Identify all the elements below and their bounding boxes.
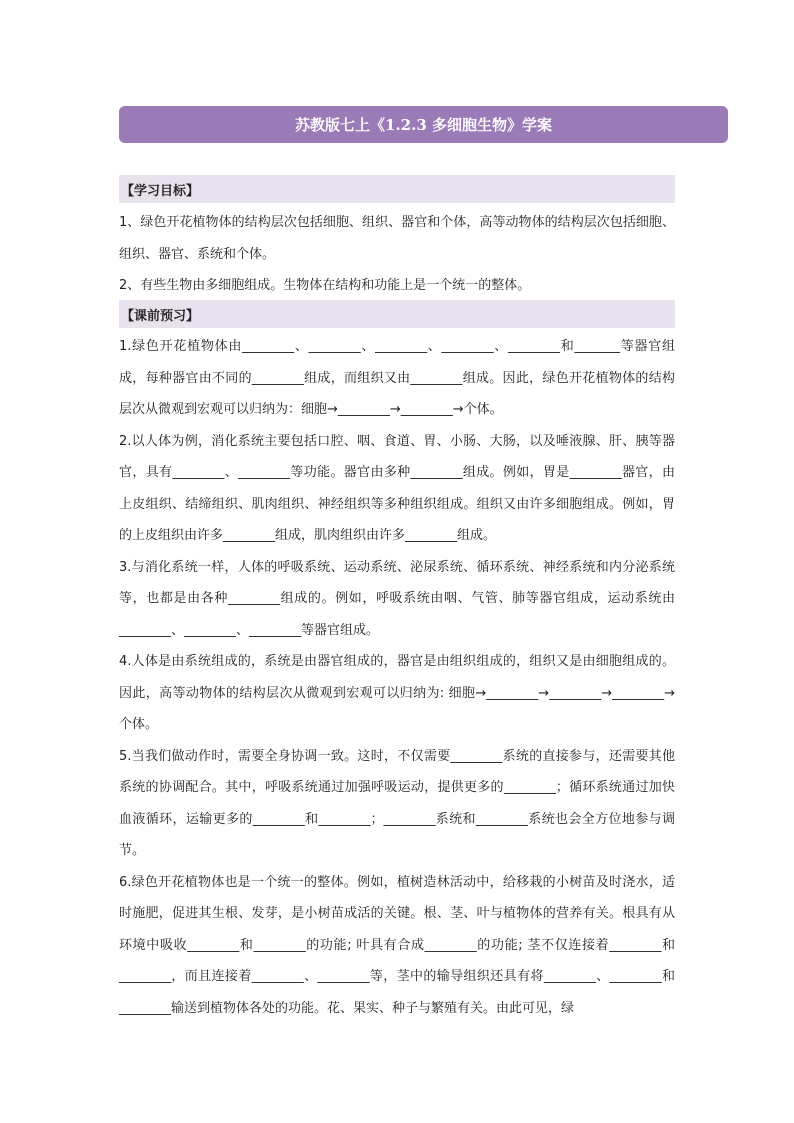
preview-heading: 【课前预习】 xyxy=(119,300,675,328)
objectives-content xyxy=(119,207,675,302)
preview-item: 1.绿色开花植物体由________、________、________、________、________和_______等器官组成，每种器官由不同的________组成，而组织又由________组成。因此，绿色开花植物体的结构层次从微观到宏观可以归纳为：细胞→________→________→个体。 xyxy=(119,339,675,417)
title-banner xyxy=(119,106,728,143)
objective-item: 2、有些生物由多细胞组成。生物体在结构和功能上是一个统一的整体。 xyxy=(119,278,531,293)
preview-item: 6.绿色开花植物体也是一个统一的整体。例如，植树造林活动中，给移栽的小树苗及时浇水，适时施肥，促进其生根、发芽，是小树苗成活的关键。根、茎、叶与植物体的营养有关。根具有从环境中吸收________和________的功能; 叶具有合成________的功能; 茎不仅连接着________和________，而且连接着________、________等，茎中的输导组织还具有将________、________和________输送到植物体各处的功能。花、果实、种子与繁殖有关。由此可见，绿 xyxy=(119,874,675,1016)
objective-item: 1、绿色开花植物体的结构层次包括细胞、组织、器官和个体，高等动物体的结构层次包括细胞、组织、器官、系统和个体。 xyxy=(119,215,675,262)
preview-item: 5.当我们做动作时，需要全身协调一致。这时，不仅需要________系统的直接参与，还需要其他系统的协调配合。其中，呼吸系统通过加强呼吸运动，提供更多的________；循环系统通过加快血液循环，运输更多的________和________；________系统和________系统也会全方位地参与调节。 xyxy=(119,748,675,858)
preview-item: 2.以人体为例，消化系统主要包括口腔、咽、食道、胃、小肠、大肠，以及唾液腺、肝、胰等器官，具有________、________等功能。器官由多种________组成。例如，胃是________器官，由上皮组织、结缔组织、肌肉组织、神经组织等多种组织组成。组织又由许多细胞组成。例如，胃的上皮组织由许多________组成，肌肉组织由许多________组成。 xyxy=(119,433,675,543)
preview-item: 3.与消化系统一样，人体的呼吸系统、运动系统、泌尿系统、循环系统、神经系统和内分泌系统等，也都是由各种________组成的。例如，呼吸系统由咽、气管、肺等器官组成，运动系统由________、________、________等器官组成。 xyxy=(119,559,675,638)
preview-item: 4.人体是由系统组成的，系统是由器官组成的，器官是由组织组成的，组织又是由细胞组成的。因此，高等动物体的结构层次从微观到宏观可以归纳为: 细胞→________→________→________→个体。 xyxy=(119,654,675,732)
objectives-heading: 【学习目标】 xyxy=(119,175,675,203)
preview-content xyxy=(119,331,675,1024)
page-title: 苏教版七上《1.2.3 多细胞生物》学案 xyxy=(295,116,552,134)
